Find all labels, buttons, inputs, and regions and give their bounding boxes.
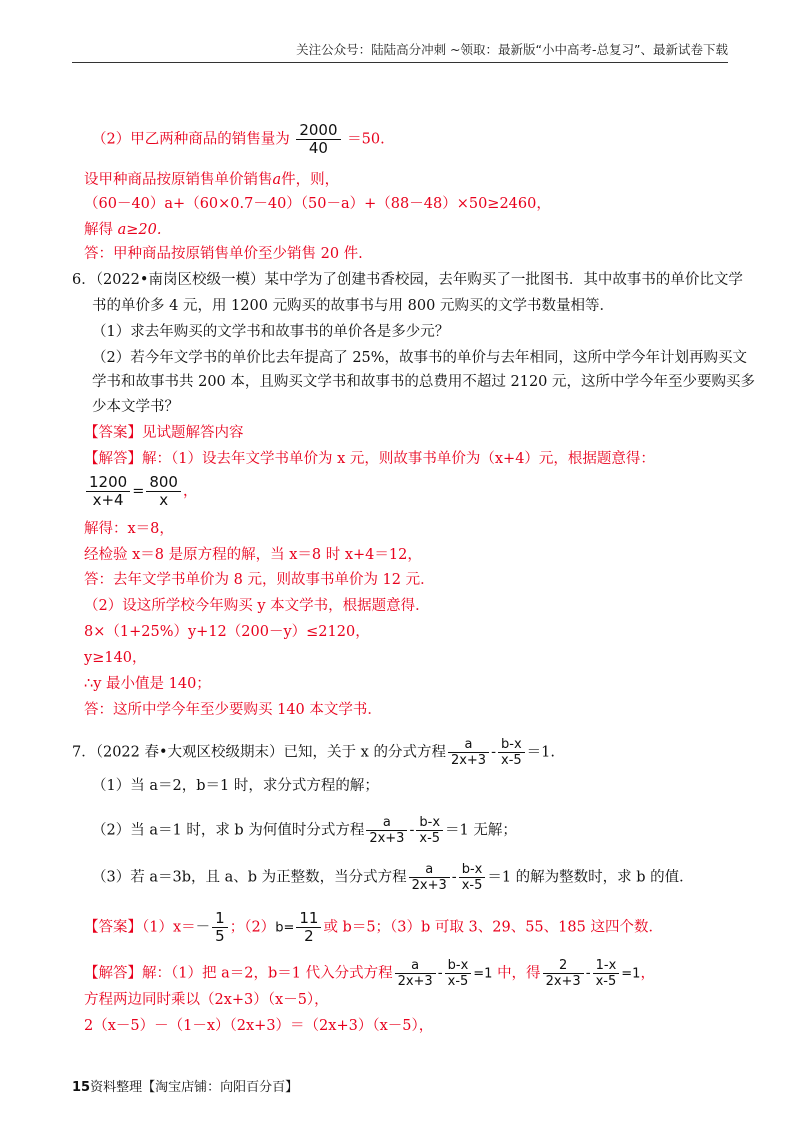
fraction-numerator: 1 — [212, 910, 228, 928]
q7-sub2-fraction-b — [416, 815, 443, 846]
fraction-denominator: 5 — [215, 927, 225, 945]
q7-sub2-fraction-a — [366, 815, 407, 846]
minus-sign: - — [491, 744, 496, 761]
variable-a: a — [272, 172, 282, 188]
q7-sol-fraction-a — [395, 958, 436, 989]
fraction-denominator: x+4 — [92, 491, 124, 509]
q6-eq-right-fraction — [146, 474, 181, 509]
q7-sub3-text: （3）若 a＝3b，且 a、b 为正整数，当分式方程 — [92, 869, 407, 886]
page-number: 15 — [72, 1080, 91, 1095]
q6-equation — [84, 474, 740, 509]
q7-sol-fraction-d — [593, 958, 620, 989]
q7-sub1: （1）当 a＝2，b＝1 时，求分式方程的解； — [92, 778, 379, 794]
q6-number: 6． — [72, 272, 96, 288]
q7-solution-end: ， — [640, 965, 655, 982]
q7-sub2-text: （2）当 a＝1 时，求 b 为何值时分式方程 — [92, 822, 365, 839]
q7-answer-mid: ；（2） — [229, 919, 276, 936]
q7-answer-end: 或 b＝5；（3）b 可取 3、29、55、185 这四个数． — [323, 919, 663, 936]
q6-eq-left-fraction — [86, 474, 130, 509]
minus-sign: - — [437, 965, 443, 982]
fraction-denominator: x-5 — [447, 974, 469, 989]
q5-solve-label: 解得 — [84, 222, 113, 238]
q5-sales-result: ＝50. — [347, 131, 385, 148]
fraction-denominator: 2x+3 — [411, 878, 447, 893]
fraction-numerator: a — [409, 862, 450, 878]
q7-answer-text: 【答案】（1）x＝ — [84, 919, 196, 936]
fraction-denominator: x-5 — [419, 831, 441, 846]
fraction-numerator: b-x — [498, 737, 525, 753]
q7-stem-fraction-a — [448, 737, 489, 768]
q5-solve — [84, 220, 740, 240]
q7-answer-b: b= — [275, 920, 295, 936]
q7-sub3 — [92, 862, 740, 893]
q7-sub2 — [92, 815, 740, 846]
fraction-numerator: b-x — [416, 815, 443, 831]
q7-stem — [72, 737, 740, 768]
fraction-numerator: 2000 — [296, 122, 340, 140]
q5-line-sales — [92, 122, 740, 157]
fraction-numerator: a — [366, 815, 407, 831]
equals-one: =1 — [621, 966, 641, 982]
q6-eq-comma: ， — [182, 483, 198, 500]
fraction-numerator: b-x — [459, 862, 486, 878]
q7-sol-fraction-b — [445, 958, 472, 989]
q7-sub2-end: ＝1 无解； — [445, 822, 517, 839]
q6-stem-line2: 书的单价多 4 元，用 1200 元购买的故事书与用 800 元购买的文学书数量相等． — [92, 298, 614, 314]
q5-sales-text: （2）甲乙两种商品的销售量为 — [92, 131, 290, 148]
q7-solution-mid: 中，得 — [497, 965, 541, 982]
fraction-denominator: x — [159, 491, 169, 509]
fraction-numerator: 1-x — [593, 958, 620, 974]
q7-sub3-end: ＝1 的解为整数时，求 b 的值． — [487, 869, 694, 886]
q6-eq-equals: = — [132, 483, 145, 500]
q6-solution-head: 【解答】解：（1）设去年文学书单价为 x 元，则故事书单价为（x+4）元，根据题意得： — [84, 451, 655, 467]
header-rule — [72, 62, 728, 63]
minus-sign: - — [409, 822, 415, 839]
q7-solution-text: 【解答】解：（1）把 a＝2，b＝1 代入分式方程 — [84, 965, 393, 982]
fraction-denominator: 2x+3 — [545, 974, 581, 989]
minus-sign: － — [195, 919, 211, 936]
page-header: 关注公众号：陆陆高分冲刺 ~领取：最新版“小中高考-总复习”、最新试卷下载 — [296, 42, 728, 57]
q7-number: 7． — [72, 744, 96, 761]
q7-sub3-fraction-a — [409, 862, 450, 893]
fraction-denominator: x-5 — [461, 878, 483, 893]
q7-answer-fraction-2 — [296, 910, 321, 945]
q5-assume-text: 设甲种商品按原销售单价销售 — [84, 172, 273, 188]
fraction-numerator: 800 — [146, 474, 181, 492]
q5-assume-text-end: 件，则， — [281, 172, 340, 188]
q7-stem-text: （2022 春•大观区校级期末）已知，关于 x 的分式方程 — [95, 744, 446, 761]
q6-sub1: （1）求去年购买的文学书和故事书的单价各是多少元？ — [92, 324, 450, 340]
page-footer — [72, 1076, 298, 1095]
q7-step2: 2（x－5）－（1－x）（2x+3）＝（2x+3）（x－5）， — [84, 1018, 434, 1034]
q7-answer — [84, 910, 740, 945]
q6-step7: ∴y 最小值是 140； — [84, 676, 211, 692]
fraction-denominator: 40 — [308, 139, 328, 157]
q7-sub3-fraction-b — [459, 862, 486, 893]
q6-sub2-line3: 少本文学书？ — [92, 399, 179, 415]
fraction-numerator: a — [395, 958, 436, 974]
q5-solve-math: a≥20. — [117, 222, 162, 238]
fraction-numerator: a — [448, 737, 489, 753]
q6-step8: 答：这所中学今年至少要购买 140 本文学书． — [84, 702, 382, 718]
q5-answer: 答：甲种商品按原销售单价至少销售 20 件. — [84, 246, 363, 262]
q6-sub2-line1: （2）若今年文学书的单价比去年提高了 25%，故事书的单价与去年相同，这所中学今年计划再购买文 — [92, 350, 748, 366]
fraction-numerator: b-x — [445, 958, 472, 974]
fraction-denominator: x-5 — [501, 753, 522, 768]
fraction-denominator: 2x+3 — [450, 753, 487, 768]
q6-step3: 答：去年文学书单价为 8 元，则故事书单价为 12 元． — [84, 572, 435, 588]
q7-answer-fraction-1 — [212, 910, 228, 945]
q6-step6: y≥140， — [84, 650, 147, 666]
q6-sub2-line2: 学书和故事书共 200 本，且购买文学书和故事书的总费用不超过 2120 元，这所中学今年至少要购买多 — [92, 374, 756, 390]
fraction-numerator: 1200 — [86, 474, 130, 492]
fraction-denominator: 2x+3 — [369, 831, 405, 846]
q6-step4: （2）设这所学校今年购买 y 本文学书，根据题意得． — [84, 598, 430, 614]
q7-stem-end: ＝1. — [526, 744, 555, 761]
fraction-denominator: 2x+3 — [397, 974, 433, 989]
fraction-numerator: 2 — [543, 958, 584, 974]
fraction-denominator: x-5 — [595, 974, 617, 989]
q6-step2: 经检验 x＝8 是原方程的解，当 x＝8 时 x+4＝12， — [84, 547, 422, 563]
equals-one: =1 — [473, 966, 493, 982]
q6-answer: 【答案】见试题解答内容 — [84, 425, 244, 441]
q6-stem-line1 — [72, 270, 743, 290]
fraction-numerator: 11 — [296, 910, 321, 928]
minus-sign: - — [585, 965, 591, 982]
minus-sign: - — [451, 869, 457, 886]
q6-step5: 8×（1+25%）y+12（200－y）≤2120， — [84, 624, 370, 640]
q6-stem-text1: （2022•南岗区校级一模）某中学为了创建书香校园，去年购买了一批图书．其中故事书的单价比文学 — [95, 272, 743, 288]
q6-step1: 解得：x＝8， — [84, 521, 174, 537]
q7-sol-fraction-c — [543, 958, 584, 989]
footer-text: 资料整理【淘宝店铺：向阳百分百】 — [90, 1080, 299, 1095]
q5-sales-fraction — [296, 122, 340, 157]
q7-stem-fraction-b — [498, 737, 525, 768]
q7-solution-head — [84, 958, 740, 989]
q5-inequality: （60－40）a+（60×0.7－40）（50－a）+（88－48）×50≥2460， — [84, 196, 551, 212]
q5-line-assume — [84, 170, 740, 190]
q7-step1: 方程两边同时乘以（2x+3）（x－5）， — [84, 992, 329, 1008]
fraction-denominator: 2 — [304, 927, 314, 945]
